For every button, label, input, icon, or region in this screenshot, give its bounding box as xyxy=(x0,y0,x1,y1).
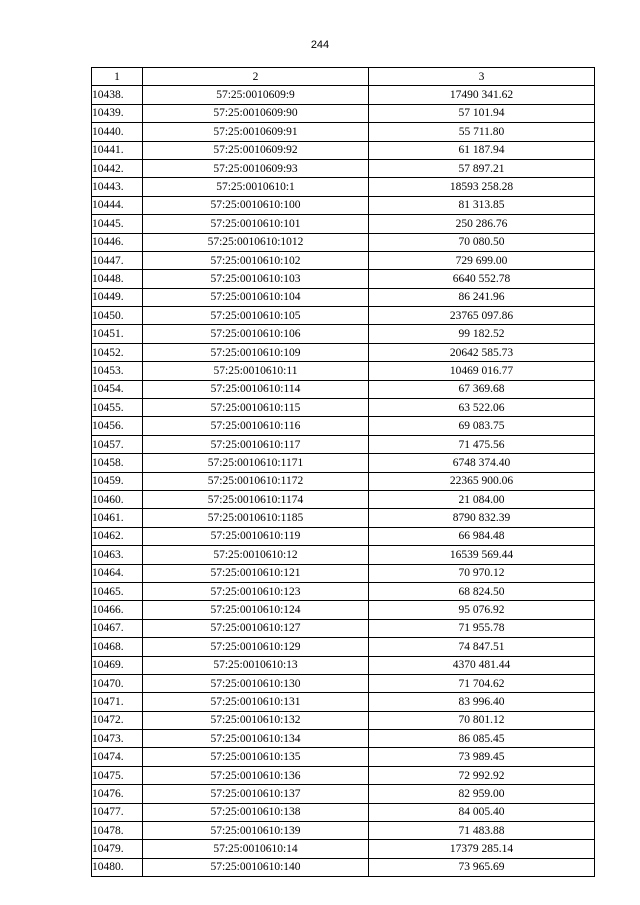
cadastral-number-cell: 57:25:0010610:134 xyxy=(143,730,369,748)
cadastral-value-cell: 61 187.94 xyxy=(369,141,595,159)
cadastral-value-cell: 22365 900.06 xyxy=(369,472,595,490)
cadastral-number-cell: 57:25:0010610:129 xyxy=(143,638,369,656)
table-row xyxy=(92,159,595,177)
table-row xyxy=(92,435,595,453)
row-number-cell: 10471. xyxy=(92,693,143,711)
row-number-cell: 10444. xyxy=(92,196,143,214)
table-row xyxy=(92,564,595,582)
cadastral-number-cell: 57:25:0010610:14 xyxy=(143,840,369,858)
table-row xyxy=(92,509,595,527)
cadastral-number-cell: 57:25:0010610:136 xyxy=(143,766,369,784)
cadastral-value-cell: 17490 341.62 xyxy=(369,86,595,104)
row-number-cell: 10476. xyxy=(92,785,143,803)
cadastral-number-cell: 57:25:0010610:115 xyxy=(143,399,369,417)
row-number-cell: 10442. xyxy=(92,159,143,177)
cadastral-number-cell: 57:25:0010610:11 xyxy=(143,362,369,380)
row-number-cell: 10479. xyxy=(92,840,143,858)
row-number-cell: 10460. xyxy=(92,490,143,508)
cadastral-number-cell: 57:25:0010610:124 xyxy=(143,601,369,619)
column-header-value: 3 xyxy=(369,68,595,86)
table-row xyxy=(92,178,595,196)
row-number-cell: 10470. xyxy=(92,674,143,692)
cadastral-number-cell: 57:25:0010610:103 xyxy=(143,270,369,288)
table-row xyxy=(92,674,595,692)
cadastral-value-cell: 67 369.68 xyxy=(369,380,595,398)
cadastral-number-cell: 57:25:0010610:1172 xyxy=(143,472,369,490)
cadastral-value-cell: 8790 832.39 xyxy=(369,509,595,527)
cadastral-number-cell: 57:25:0010610:109 xyxy=(143,343,369,361)
table-row xyxy=(92,527,595,545)
cadastral-number-cell: 57:25:0010610:13 xyxy=(143,656,369,674)
cadastral-number-cell: 57:25:0010610:117 xyxy=(143,435,369,453)
row-number-cell: 10462. xyxy=(92,527,143,545)
cadastral-value-cell: 250 286.76 xyxy=(369,215,595,233)
cadastral-value-cell: 83 996.40 xyxy=(369,693,595,711)
cadastral-number-cell: 57:25:0010610:1174 xyxy=(143,490,369,508)
table-row xyxy=(92,546,595,564)
cadastral-number-cell: 57:25:0010610:106 xyxy=(143,325,369,343)
row-number-cell: 10463. xyxy=(92,546,143,564)
table-row xyxy=(92,325,595,343)
row-number-cell: 10475. xyxy=(92,766,143,784)
cadastral-value-cell: 95 076.92 xyxy=(369,601,595,619)
row-number-cell: 10458. xyxy=(92,454,143,472)
table-row xyxy=(92,656,595,674)
table-row xyxy=(92,711,595,729)
cadastral-value-cell: 82 959.00 xyxy=(369,785,595,803)
cadastral-number-cell: 57:25:0010609:91 xyxy=(143,123,369,141)
row-number-cell: 10448. xyxy=(92,270,143,288)
cadastral-value-cell: 21 084.00 xyxy=(369,490,595,508)
table-row xyxy=(92,104,595,122)
table-row xyxy=(92,582,595,600)
table-row xyxy=(92,601,595,619)
row-number-cell: 10473. xyxy=(92,730,143,748)
cadastral-value-cell: 86 241.96 xyxy=(369,288,595,306)
cadastral-value-cell: 18593 258.28 xyxy=(369,178,595,196)
table-row xyxy=(92,251,595,269)
cadastral-number-cell: 57:25:0010610:100 xyxy=(143,196,369,214)
cadastral-value-cell: 6640 552.78 xyxy=(369,270,595,288)
cadastral-value-cell: 70 801.12 xyxy=(369,711,595,729)
row-number-cell: 10477. xyxy=(92,803,143,821)
table-row xyxy=(92,343,595,361)
cadastral-number-cell: 57:25:0010610:132 xyxy=(143,711,369,729)
cadastral-number-cell: 57:25:0010610:1012 xyxy=(143,233,369,251)
table-row xyxy=(92,270,595,288)
cadastral-value-cell: 4370 481.44 xyxy=(369,656,595,674)
row-number-cell: 10446. xyxy=(92,233,143,251)
cadastral-number-cell: 57:25:0010609:93 xyxy=(143,159,369,177)
cadastral-number-cell: 57:25:0010610:123 xyxy=(143,582,369,600)
table-row xyxy=(92,619,595,637)
cadastral-value-cell: 63 522.06 xyxy=(369,399,595,417)
table-row xyxy=(92,123,595,141)
row-number-cell: 10441. xyxy=(92,141,143,159)
row-number-cell: 10452. xyxy=(92,343,143,361)
cadastral-number-cell: 57:25:0010609:92 xyxy=(143,141,369,159)
cadastral-number-cell: 57:25:0010610:114 xyxy=(143,380,369,398)
cadastral-number-cell: 57:25:0010610:1 xyxy=(143,178,369,196)
row-number-cell: 10447. xyxy=(92,251,143,269)
cadastral-value-cell: 81 313.85 xyxy=(369,196,595,214)
cadastral-value-cell: 71 955.78 xyxy=(369,619,595,637)
cadastral-number-cell: 57:25:0010609:90 xyxy=(143,104,369,122)
row-number-cell: 10449. xyxy=(92,288,143,306)
cadastral-value-cell: 20642 585.73 xyxy=(369,343,595,361)
cadastral-number-cell: 57:25:0010610:139 xyxy=(143,822,369,840)
table-row xyxy=(92,472,595,490)
cadastral-value-cell: 57 101.94 xyxy=(369,104,595,122)
cadastral-value-cell: 86 085.45 xyxy=(369,730,595,748)
table-row xyxy=(92,766,595,784)
cadastral-number-cell: 57:25:0010610:131 xyxy=(143,693,369,711)
cadastral-value-cell: 729 699.00 xyxy=(369,251,595,269)
row-number-cell: 10478. xyxy=(92,822,143,840)
cadastral-number-cell: 57:25:0010610:138 xyxy=(143,803,369,821)
row-number-cell: 10480. xyxy=(92,858,143,876)
cadastral-value-cell: 71 475.56 xyxy=(369,435,595,453)
cadastral-value-cell: 70 080.50 xyxy=(369,233,595,251)
row-number-cell: 10439. xyxy=(92,104,143,122)
table-row xyxy=(92,730,595,748)
row-number-cell: 10450. xyxy=(92,307,143,325)
cadastral-value-cell: 73 965.69 xyxy=(369,858,595,876)
cadastral-value-cell: 84 005.40 xyxy=(369,803,595,821)
cadastral-value-cell: 57 897.21 xyxy=(369,159,595,177)
cadastral-number-cell: 57:25:0010610:116 xyxy=(143,417,369,435)
cadastral-value-cell: 17379 285.14 xyxy=(369,840,595,858)
table-row xyxy=(92,822,595,840)
cadastral-number-cell: 57:25:0010610:137 xyxy=(143,785,369,803)
cadastral-value-cell: 73 989.45 xyxy=(369,748,595,766)
row-number-cell: 10467. xyxy=(92,619,143,637)
table-row xyxy=(92,362,595,380)
row-number-cell: 10445. xyxy=(92,215,143,233)
table-row xyxy=(92,196,595,214)
cadastral-value-cell: 55 711.80 xyxy=(369,123,595,141)
column-header-cadastral-number: 2 xyxy=(143,68,369,86)
table-row xyxy=(92,233,595,251)
row-number-cell: 10451. xyxy=(92,325,143,343)
table-row xyxy=(92,86,595,104)
row-number-cell: 10454. xyxy=(92,380,143,398)
cadastral-number-cell: 57:25:0010610:12 xyxy=(143,546,369,564)
table-header-row xyxy=(92,68,595,86)
table-row xyxy=(92,215,595,233)
cadastral-number-cell: 57:25:0010610:140 xyxy=(143,858,369,876)
cadastral-number-cell: 57:25:0010610:1185 xyxy=(143,509,369,527)
table-row xyxy=(92,693,595,711)
cadastral-value-table xyxy=(91,67,595,877)
row-number-cell: 10459. xyxy=(92,472,143,490)
cadastral-number-cell: 57:25:0010610:130 xyxy=(143,674,369,692)
cadastral-number-cell: 57:25:0010610:102 xyxy=(143,251,369,269)
row-number-cell: 10465. xyxy=(92,582,143,600)
row-number-cell: 10440. xyxy=(92,123,143,141)
table-row xyxy=(92,307,595,325)
cadastral-value-cell: 10469 016.77 xyxy=(369,362,595,380)
row-number-cell: 10438. xyxy=(92,86,143,104)
row-number-cell: 10457. xyxy=(92,435,143,453)
table-row xyxy=(92,785,595,803)
row-number-cell: 10461. xyxy=(92,509,143,527)
table-row xyxy=(92,858,595,876)
cadastral-value-cell: 71 483.88 xyxy=(369,822,595,840)
table-row xyxy=(92,638,595,656)
row-number-cell: 10468. xyxy=(92,638,143,656)
table-row xyxy=(92,288,595,306)
cadastral-number-cell: 57:25:0010610:101 xyxy=(143,215,369,233)
page-number: 244 xyxy=(310,39,330,51)
cadastral-number-cell: 57:25:0010610:104 xyxy=(143,288,369,306)
cadastral-value-cell: 68 824.50 xyxy=(369,582,595,600)
cadastral-value-cell: 74 847.51 xyxy=(369,638,595,656)
cadastral-number-cell: 57:25:0010610:135 xyxy=(143,748,369,766)
table-row xyxy=(92,803,595,821)
cadastral-number-cell: 57:25:0010609:9 xyxy=(143,86,369,104)
row-number-cell: 10472. xyxy=(92,711,143,729)
cadastral-value-cell: 6748 374.40 xyxy=(369,454,595,472)
table-body xyxy=(92,86,595,877)
row-number-cell: 10455. xyxy=(92,399,143,417)
table-row xyxy=(92,380,595,398)
cadastral-number-cell: 57:25:0010610:1171 xyxy=(143,454,369,472)
cadastral-number-cell: 57:25:0010610:119 xyxy=(143,527,369,545)
cadastral-value-cell: 99 182.52 xyxy=(369,325,595,343)
row-number-cell: 10456. xyxy=(92,417,143,435)
cadastral-value-cell: 16539 569.44 xyxy=(369,546,595,564)
row-number-cell: 10474. xyxy=(92,748,143,766)
cadastral-value-cell: 23765 097.86 xyxy=(369,307,595,325)
table-row xyxy=(92,141,595,159)
cadastral-value-cell: 71 704.62 xyxy=(369,674,595,692)
cadastral-number-cell: 57:25:0010610:121 xyxy=(143,564,369,582)
cadastral-value-cell: 70 970.12 xyxy=(369,564,595,582)
table-row xyxy=(92,454,595,472)
row-number-cell: 10464. xyxy=(92,564,143,582)
cadastral-value-cell: 66 984.48 xyxy=(369,527,595,545)
cadastral-value-cell: 72 992.92 xyxy=(369,766,595,784)
cadastral-value-cell: 69 083.75 xyxy=(369,417,595,435)
table-row xyxy=(92,490,595,508)
cadastral-number-cell: 57:25:0010610:105 xyxy=(143,307,369,325)
row-number-cell: 10469. xyxy=(92,656,143,674)
cadastral-number-cell: 57:25:0010610:127 xyxy=(143,619,369,637)
row-number-cell: 10466. xyxy=(92,601,143,619)
table-row xyxy=(92,840,595,858)
row-number-cell: 10453. xyxy=(92,362,143,380)
column-header-number: 1 xyxy=(92,68,143,86)
row-number-cell: 10443. xyxy=(92,178,143,196)
table-row xyxy=(92,417,595,435)
table-row xyxy=(92,748,595,766)
table-row xyxy=(92,399,595,417)
